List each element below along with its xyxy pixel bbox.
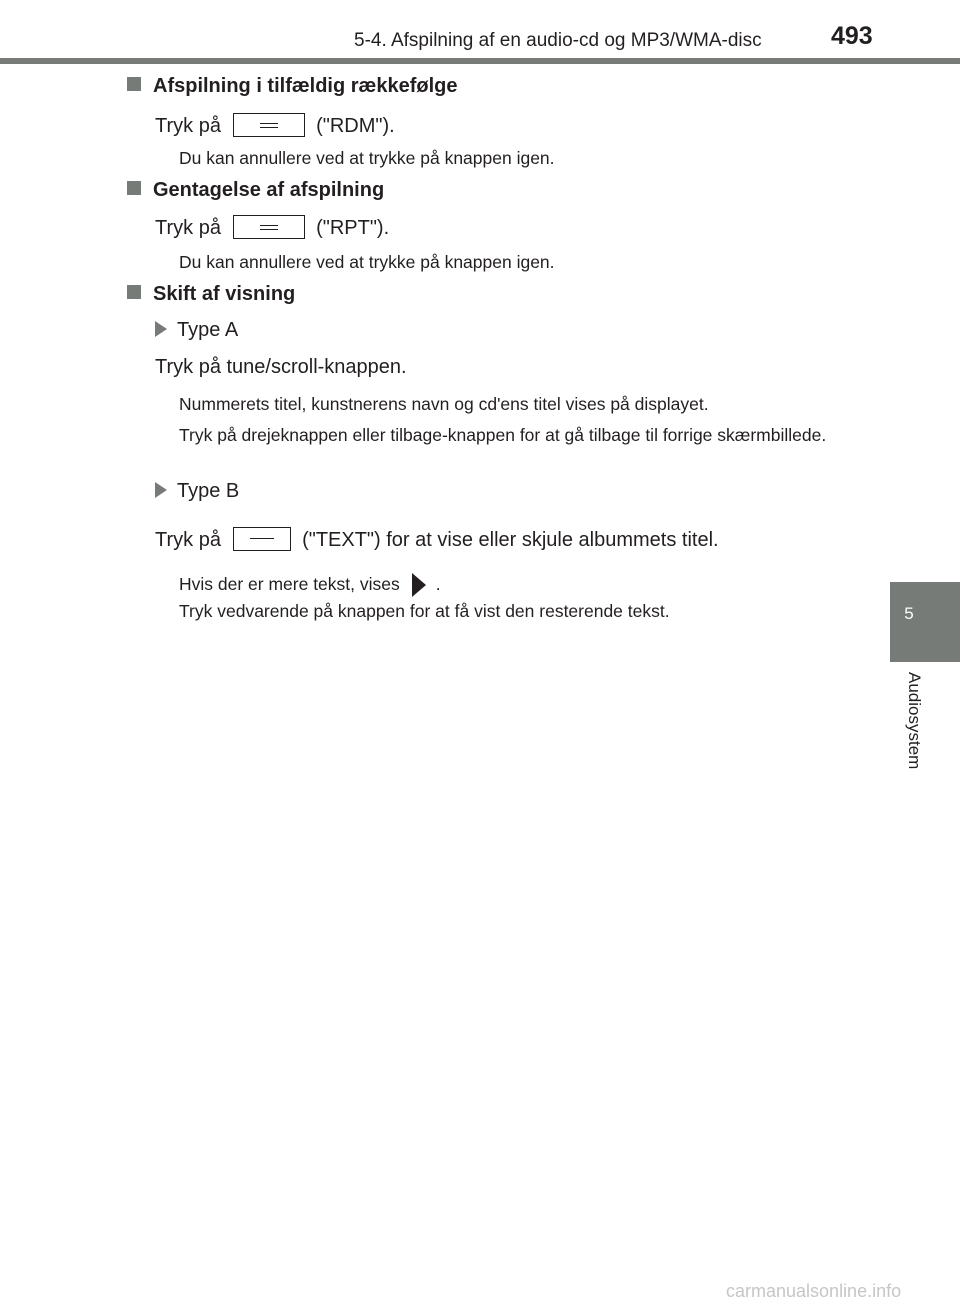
more-text-arrow-icon <box>412 573 426 597</box>
chapter-label: Audiosystem <box>905 672 924 770</box>
chapter-tab <box>890 582 960 662</box>
repeat-instruction <box>155 215 389 240</box>
random-press-prefix: Tryk på <box>155 115 221 137</box>
type-b-note-1-prefix: Hvis der er mere tekst, vises <box>179 574 400 594</box>
heading-display-text: Skift af visning <box>153 283 296 305</box>
type-a-text: Type A <box>177 319 239 341</box>
heading-display-switch <box>127 283 295 306</box>
type-b-instruction <box>155 527 719 552</box>
triangle-bullet-icon <box>155 321 167 337</box>
watermark: carmanualsonline.info <box>726 1281 902 1301</box>
section-title: 5-4. Afspilning af en audio-cd og MP3/WMA-disc <box>354 30 762 51</box>
chapter-label-wrap <box>904 672 926 792</box>
page-number: 493 <box>831 22 873 50</box>
repeat-press-suffix: ("RPT"). <box>316 217 390 239</box>
type-b-note-1-suffix: . <box>435 574 441 594</box>
chapter-number: 5 <box>904 604 914 623</box>
rpt-button-icon <box>233 215 305 239</box>
triangle-bullet-icon <box>155 482 167 498</box>
heading-repeat-playback <box>127 179 384 202</box>
repeat-press-prefix: Tryk på <box>155 217 221 239</box>
heading-repeat-text: Gentagelse af afspilning <box>153 179 385 201</box>
square-bullet-icon <box>127 77 141 91</box>
random-press-suffix: ("RDM"). <box>316 115 395 137</box>
type-b-text: Type B <box>177 480 240 502</box>
square-bullet-icon <box>127 285 141 299</box>
rdm-button-icon <box>233 113 305 137</box>
text-button-icon <box>233 527 291 551</box>
heading-random-text: Afspilning i tilfældig rækkefølge <box>153 75 458 97</box>
square-bullet-icon <box>127 181 141 195</box>
random-instruction <box>155 113 395 138</box>
type-a-note-1: Nummerets titel, kunstnerens navn og cd'ens titel vises på displayet. <box>179 394 709 414</box>
header-divider <box>0 58 960 64</box>
type-b-note-1 <box>179 573 441 597</box>
random-note: Du kan annullere ved at trykke på knappen igen. <box>179 148 555 168</box>
heading-random-playback <box>127 75 457 98</box>
type-a-note-2: Tryk på drejeknappen eller tilbage-knappen for at gå tilbage til forrige skærmbillede. <box>179 425 827 445</box>
type-a-instruction: Tryk på tune/scroll-knappen. <box>155 356 407 378</box>
type-a-label <box>155 319 238 342</box>
type-b-note-2: Tryk vedvarende på knappen for at få vist den resterende tekst. <box>179 601 670 621</box>
repeat-note: Du kan annullere ved at trykke på knappen igen. <box>179 252 555 272</box>
type-b-press-prefix: Tryk på <box>155 529 221 551</box>
type-b-label <box>155 480 239 503</box>
type-b-press-suffix: ("TEXT") for at vise eller skjule albummets titel. <box>302 529 719 551</box>
